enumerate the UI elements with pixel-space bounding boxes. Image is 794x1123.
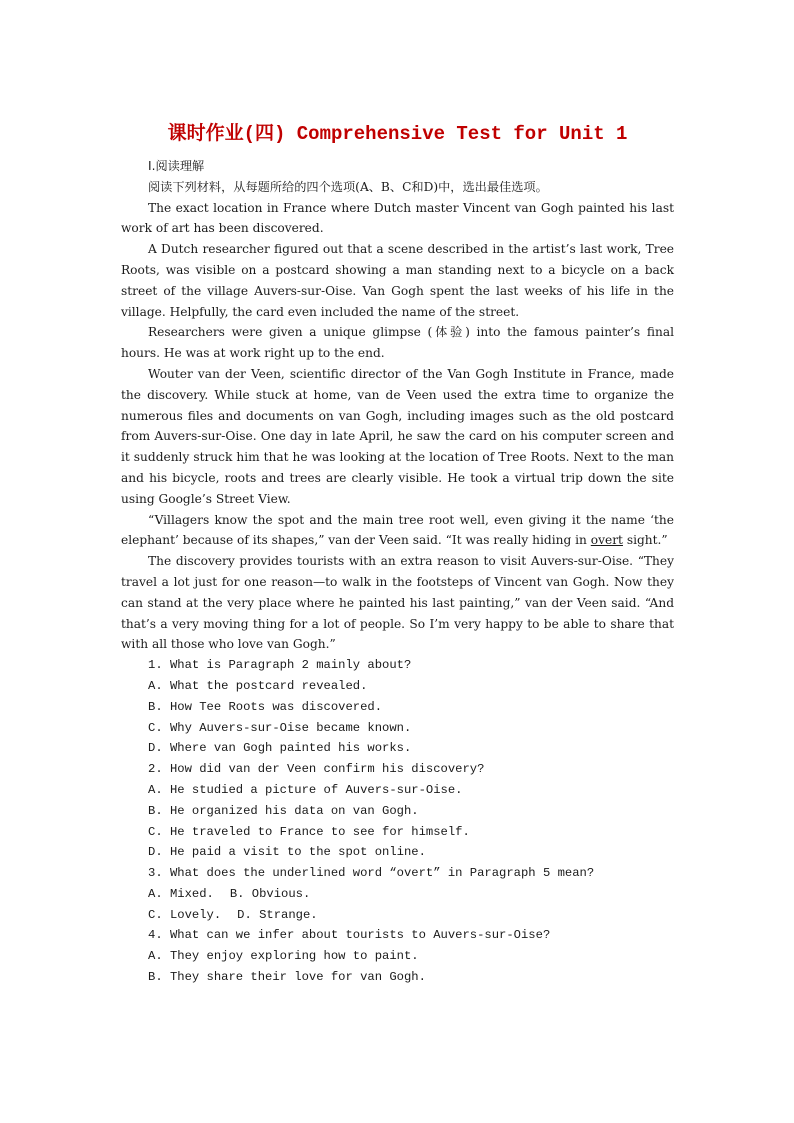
- passage-paragraph-4: Wouter van der Veen, scientific director of the Van Gogh Institute in France, made the discovery. While stuck at home, van de Veen used the extra time to organize the numerous files and documents on van Gogh, including images such as the old postcard from Auvers-sur-Oise. One day in late April, he saw the card on his computer screen and it suddenly struck him that he was looking at the location of Tree Roots. Next to the man and his bicycle, roots and trees are clearly visible. He took a virtual trip down the site using Google’s Street View.: [121, 366, 674, 506]
- page-title: 课时作业(四) Comprehensive Test for Unit 1: [167, 123, 628, 145]
- question-4-stem: 4. What can we infer about tourists to Auvers-sur-Oise?: [148, 928, 551, 943]
- paragraph-5-text-before: “Villagers know the spot and the main tree root well, even giving it the name ‘the elephant’ because of its shapes,” van der Veen said. “It was really hiding in: [121, 512, 674, 548]
- passage-paragraph-5: [121, 510, 674, 552]
- section-instruction: 阅读下列材料，从每题所给的四个选项(A、B、C和D)中，选出最佳选项。: [148, 179, 548, 194]
- question-3-option-c: C. Lovely.: [148, 907, 222, 922]
- question-3-options-row-1: [121, 884, 674, 905]
- question-1-stem: 1. What is Paragraph 2 mainly about?: [148, 658, 412, 673]
- passage-paragraph-1: The exact location in France where Dutch master Vincent van Gogh painted his last work of art has been discovered.: [121, 200, 674, 236]
- question-3-option-b: B. Obvious.: [229, 886, 311, 901]
- question-4-option-b: B. They share their love for van Gogh.: [148, 970, 426, 985]
- document-body: [121, 156, 674, 988]
- question-3-stem: 3. What does the underlined word “overt” in Paragraph 5 mean?: [148, 866, 595, 881]
- question-2-option-a: A. He studied a picture of Auvers-sur-Oise.: [148, 782, 463, 797]
- question-3-option-a: A. Mixed.: [148, 886, 214, 901]
- question-2-stem: 2. How did van der Veen confirm his discovery?: [148, 762, 485, 777]
- passage-paragraph-3: Researchers were given a unique glimpse (体验) into the famous painter’s final hours. He was at work right up to the end.: [121, 325, 674, 361]
- question-2-option-c: C. He traveled to France to see for himself.: [148, 824, 470, 839]
- question-2-option-b: B. He organized his data on van Gogh.: [148, 803, 419, 818]
- paragraph-5-text-after: sight.”: [622, 533, 668, 548]
- question-2-option-d: D. He paid a visit to the spot online.: [148, 845, 426, 860]
- question-1-option-a: A. What the postcard revealed.: [148, 678, 368, 693]
- question-3-option-d: D. Strange.: [237, 907, 318, 922]
- question-1-option-c: C. Why Auvers-sur-Oise became known.: [148, 720, 412, 735]
- section-heading: Ⅰ.阅读理解: [148, 159, 205, 173]
- passage-paragraph-6: The discovery provides tourists with an extra reason to visit Auvers-sur-Oise. “They travel a lot just for one reason—to walk in the footsteps of Vincent van Gogh. Now they can stand at the very place where he painted his last painting,” van der Veen said. “And that’s a very moving thing for a lot of people. So I’m very happy to be able to share that with all those who love van Gogh.”: [121, 554, 674, 652]
- question-1-option-b: B. How Tee Roots was discovered.: [148, 699, 383, 714]
- question-4-option-a: A. They enjoy exploring how to paint.: [148, 949, 419, 964]
- passage-paragraph-2: A Dutch researcher figured out that a scene described in the artist’s last work, Tree Roots, was visible on a postcard showing a man standing next to a bicycle on a back street of the village Auvers-sur-Oise. Van Gogh spent the last weeks of his life in the village. Helpfully, the card even included the name of the street.: [121, 242, 674, 319]
- question-1-option-d: D. Where van Gogh painted his works.: [148, 741, 412, 756]
- underlined-word: overt: [590, 533, 623, 548]
- question-3-options-row-2: [121, 905, 674, 926]
